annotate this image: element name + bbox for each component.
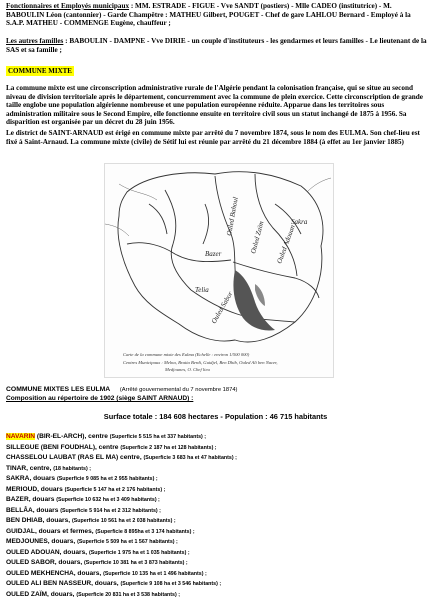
entry-name: MERIOUD, douars [6, 485, 63, 493]
entry-name: OULED ZAÏM, douars, [6, 590, 75, 598]
entry-name: OULED ADOUAN, douars, [6, 548, 88, 556]
map-label-ouled-sabor: Ouled Sabor [209, 290, 235, 325]
entry-detail: (Superficie 5 914 ha et 2 312 habitants) ; [60, 507, 161, 514]
list-item [6, 590, 428, 600]
entry-name: BEN DHIAB, douars, [6, 517, 71, 524]
entry-detail: (Superficie 5 515 ha et 337 habitants) ; [109, 434, 207, 440]
entry-text: (BIR-EL-ARCH), centre [35, 433, 110, 440]
map-label-telia: Telia [195, 286, 209, 294]
entry-name: BAZER, douars [6, 496, 55, 503]
list-item [6, 443, 428, 454]
list-item [6, 453, 428, 464]
entry-name: GUIDJAL, douars et fermes, [6, 527, 94, 535]
entry-name: NAVARIN [6, 433, 36, 440]
map-label-ouled-zaim: Ouled Zaïm [249, 220, 266, 255]
list-item [6, 548, 428, 559]
entry-name: SILLEGUE (BENI FOUDHAL), centre [6, 443, 119, 451]
entry-detail: (Superficie 3 683 ha et 47 habitants) ; [143, 455, 237, 461]
map-caption-2: Centres Municipaux : Melna, Bratia Berdi, Guidjel, Ben Dhib, Ouled Ali ben Nacer, [123, 360, 278, 365]
entry-name: OULED SABOR, douars, [6, 559, 83, 566]
list-item [6, 516, 428, 527]
entry-detail: (Superficie 1 975 ha et 1 035 habitants) ; [88, 549, 190, 556]
list-item [6, 474, 428, 485]
fonctionnaires-label: Fonctionnaires et Employés municipaux [6, 2, 130, 10]
entry-detail: (Superficie 10 632 ha et 3 409 habitants) ; [56, 497, 160, 503]
list-item [6, 485, 428, 496]
intro-familles [6, 37, 428, 54]
map-caption-1: Carte de la commune mixte des Eulma (Echelle : environ 1/500 000) [123, 352, 250, 357]
map-figure [104, 163, 334, 378]
entry-detail: (Superficie 5 509 ha et 1 567 habitants) ; [77, 539, 178, 545]
list-item [6, 464, 428, 475]
commune-mixte-badge: COMMUNE MIXTE [8, 67, 72, 75]
familles-label: Les autres familles [6, 37, 64, 45]
list-item [6, 537, 428, 548]
map-label-ouled-adouan: Ouled Adouan [275, 223, 297, 265]
entry-detail: (Superficie 20 831 ha et 3 538 habitants) ; [76, 591, 180, 598]
map-caption-3: Medjounes, O. Chef lieu [165, 367, 210, 372]
section-subtitle: Composition au répertoire de 1902 (siège SAINT ARNAUD) : [6, 395, 194, 402]
map-label-ouled-bahoul: Ouled Bahoul [225, 196, 240, 237]
list-item [6, 495, 428, 506]
map-label-bazer: Bazer [205, 250, 222, 258]
familles-text: : BABOULIN - DAMPNE - Vve DIRIE - un couple d'instituteurs - les gendarmes et leurs familles - Le lieutenant de la SAS et sa famille ; [6, 37, 427, 54]
commune-entries-list [6, 432, 428, 600]
intro-fonctionnaires [6, 2, 428, 28]
surface-summary: Surface totale : 184 608 hectares - Population : 46 715 habitants [103, 412, 328, 421]
entry-detail: (Superficie 10 381 ha et 3 873 habitants) ; [84, 560, 188, 566]
body-paragraph-2: Le district de SAINT-ARNAUD est érigé en commune mixte par arrêté du 7 novembre 1874, sous le nom des EULMA. Son chef-lieu est fixé à Saint-Arnaud. La commune mixte (civile) de Sétif lui est réunie par arrêté du 21 décembre 1884 (à effet au 1er janvier 1885) [6, 129, 420, 146]
entry-detail: (Superficie 10 561 ha et 2 038 habitants) ; [71, 518, 176, 524]
section-title-note: (Arrêté gouvernemental du 7 novembre 1874) [119, 387, 238, 393]
entry-name: TINAR, centre, [6, 464, 52, 472]
entry-detail: (Superficie 9 108 ha et 3 546 habitants) ; [120, 581, 222, 587]
entry-name: CHASSELOU LAUBAT (RAS EL MA) centre, [6, 454, 142, 461]
entry-name: OULED ALI BEN NASSEUR, douars, [6, 580, 119, 587]
list-item [6, 569, 428, 580]
entry-name: OULED MEKHENCHA, douars, [6, 569, 102, 577]
list-item [6, 558, 428, 569]
map-label-sakra: Sakra [291, 218, 308, 226]
list-item [6, 527, 428, 538]
entry-detail: (Superficie 10 135 ha et 1 496 habitants) ; [103, 570, 207, 577]
entry-detail: (Superficie 2 187 ha et 128 habitants) ; [120, 444, 217, 451]
entry-detail: (Superficie 5 147 ha et 2 176 habitants) ; [64, 486, 166, 493]
list-item [6, 579, 428, 590]
entry-detail: (18 habitants) ; [53, 465, 91, 472]
entry-detail: (Superficie 9 085 ha et 2 955 habitants) ; [56, 476, 158, 482]
entry-name: MEDJOUNES, douars, [6, 538, 76, 545]
fonctionnaires-text: : MM. ESTRADE - FIGUE - Vve SANDT (postiers) - Mlle CADEO (institutrice) - M. BABOULIN Léon (cantonnier) - Garde Champêtre : MATHEU Gilbert, POUGET - Chef de gare LAHLOU Bernard - Employé à la S.A.P. MATHEU - COMMENGE Eugène, chauffeur ; [6, 2, 411, 28]
section-title-text: COMMUNE MIXTES LES EULMA [6, 386, 110, 393]
list-item [6, 432, 428, 443]
entry-name: BELLÂA, douars [6, 506, 59, 514]
eulma-map [105, 164, 333, 377]
section-title [6, 386, 237, 393]
body-paragraph-1: La commune mixte est une circonscription administrative rurale de l'Algérie pendant la colonisation française, qui se situe au second niveau de division territoriale après le département, concurremment avec la commune de plein exercice. Cette circonscription de grande taille englobe une population algérienne nombreuse et une population européenne réduite. Apparue dans les territoires sous administration militaire sous le Second Empire, elle fonctionne ensuite en territoire civil sous un statut inchangé de 1875 à 1956. Sa disparition est organisée par un décret du 28 juin 1956. [6, 84, 423, 127]
entry-name: SAKRA, douars [6, 475, 56, 482]
list-item [6, 506, 428, 517]
entry-detail: (Superficie 8 895ha et 3 174 habitants) ; [95, 528, 195, 535]
